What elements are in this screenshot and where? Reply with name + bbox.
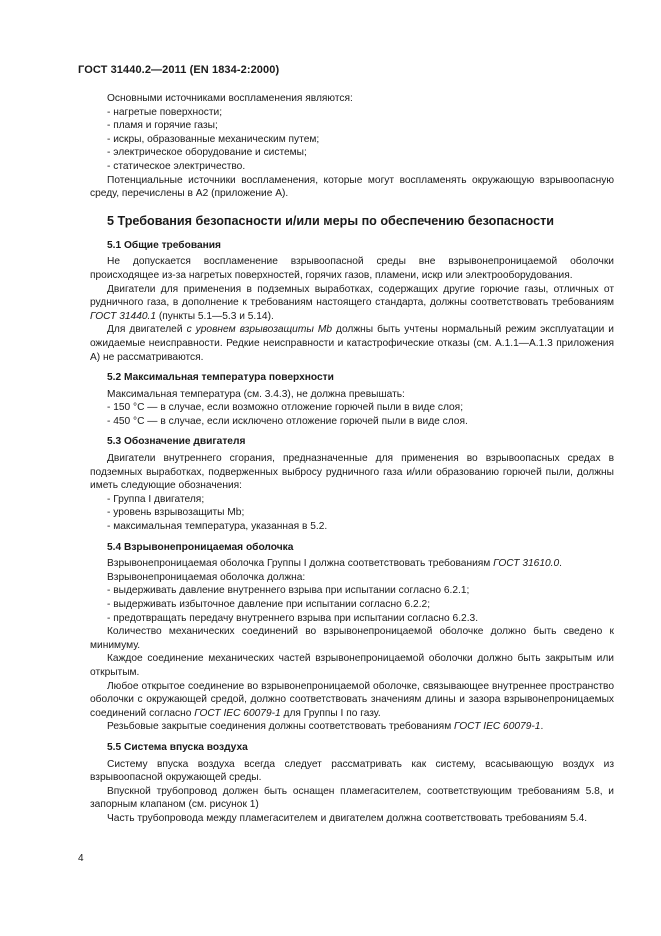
list-item: - предотвращать передачу внутреннего взрыва при испытании согласно 6.2.3.: [107, 612, 479, 624]
section-5-4-title: 5.4 Взрывонепроницаемая оболочка: [107, 541, 294, 553]
paragraph: Любое открытое соединение во взрывонепроницаемой оболочке, связывающее внутреннее пространство оболочки с окружающей средой, должно соответствовать значениям длины и зазора взрывонепроницаемых соединений согласно ГОСТ IEC 60079-1 для Группы I по газу.: [90, 680, 614, 719]
list-item: - 450 °С — в случае, если исключено отложение горючей пыли в виде слоя.: [107, 415, 468, 427]
section-5-title: 5 Требования безопасности и/или меры по обеспечению безопасности: [107, 213, 554, 228]
list-item: - электрическое оборудование и системы;: [107, 147, 307, 159]
paragraph: Часть трубопровода между пламегасителем и двигателем должна соответствовать требованиям 5.4.: [107, 812, 588, 824]
paragraph: Впускной трубопровод должен быть оснащен пламегасителем, соответствующим требованиям 5.8, и запорным клапаном (см. рисунок 1): [90, 785, 614, 811]
section-5-2-title: 5.2 Максимальная температура поверхности: [107, 372, 334, 384]
standard-reference: ГОСТ 31440.1: [90, 310, 157, 322]
paragraph: Взрывонепроницаемая оболочка должна:: [107, 571, 306, 583]
list-item: - уровень взрывозащиты Mb;: [107, 507, 245, 519]
list-item: - статическое электричество.: [107, 160, 246, 172]
list-item: - Группа I двигателя;: [107, 493, 205, 505]
list-item: - 150 °С — в случае, если возможно отложение горючей пыли в виде слоя;: [107, 402, 464, 414]
section-5-1-title: 5.1 Общие требования: [107, 239, 221, 251]
list-item: - искры, образованные механическим путем;: [107, 133, 320, 145]
paragraph: Резьбовые закрытые соединения должны соответствовать требованиям ГОСТ IEC 60079-1.: [107, 721, 544, 733]
paragraph: Количество механических соединений во взрывонепроницаемой оболочке должно быть сведено к минимуму.: [90, 626, 614, 651]
document-body: [90, 92, 614, 826]
standard-reference: ГОСТ 31610.0: [493, 558, 560, 570]
emphasis-text: с уровнем взрывозащиты Mb: [186, 324, 332, 336]
standard-reference: ГОСТ IEC 60079-1: [194, 707, 281, 719]
paragraph: Для двигателей с уровнем взрывозащиты Mb должны быть учтены нормальный режим эксплуатации и ожидаемые неисправности. Редкие неисправности и катастрофические отказы (см. А.1.1—А.1.3 приложения А) не рассматриваются.: [90, 324, 614, 363]
paragraph: Двигатели для применения в подземных выработках, содержащих другие горючие газы, отличных от рудничного газа, в дополнение к требованиям настоящего стандарта, должны соответствовать требованиям ГОСТ 31440.1 (пункты 5.1—5.3 и 5.14).: [90, 283, 614, 322]
list-item: - максимальная температура, указанная в 5.2.: [107, 521, 328, 533]
standard-reference: ГОСТ IEC 60079-1: [454, 721, 541, 733]
list-item: - выдерживать давление внутреннего взрыва при испытании согласно 6.2.1;: [107, 585, 470, 597]
intro-lead: Основными источниками воспламенения являются:: [107, 93, 353, 104]
paragraph: Каждое соединение механических частей взрывонепроницаемой оболочки должно быть закрытым или открытым.: [90, 653, 614, 678]
intro-note: Потенциальные источники воспламенения, которые могут воспламенять окружающую взрывоопасную среду, перечислены в А2 (приложение А).: [90, 174, 614, 200]
section-5-3-title: 5.3 Обозначение двигателя: [107, 436, 246, 448]
list-item: - нагретые поверхности;: [107, 106, 223, 118]
paragraph: Двигатели внутреннего сгорания, предназначенные для применения во взрывоопасных средах в подземных выработках, подверженных выбросу рудничного газа и/или образованию горючей пыли, должны иметь следующие обозначения:: [90, 453, 614, 492]
paragraph: Взрывонепроницаемая оболочка Группы I должна соответствовать требованиям ГОСТ 31610.0.: [107, 558, 563, 570]
paragraph: Не допускается воспламенение взрывоопасной среды вне взрывонепроницаемой оболочки происходящее из-за нагретых поверхностей, горячих газов, пламени, искр или электрооборудования.: [90, 256, 614, 281]
list-item: - пламя и горячие газы;: [107, 120, 218, 132]
document-header: ГОСТ 31440.2—2011 (EN 1834-2:2000): [78, 64, 280, 76]
paragraph: Максимальная температура (см. 3.4.3), не должна превышать:: [107, 388, 405, 400]
section-5-5-title: 5.5 Система впуска воздуха: [107, 741, 248, 753]
list-item: - выдерживать избыточное давление при испытании согласно 6.2.2;: [107, 599, 431, 610]
page-number: 4: [78, 853, 84, 864]
paragraph: Систему впуска воздуха всегда следует рассматривать как систему, всасывающую воздух из взрывоопасной окружающей среды.: [90, 758, 614, 784]
